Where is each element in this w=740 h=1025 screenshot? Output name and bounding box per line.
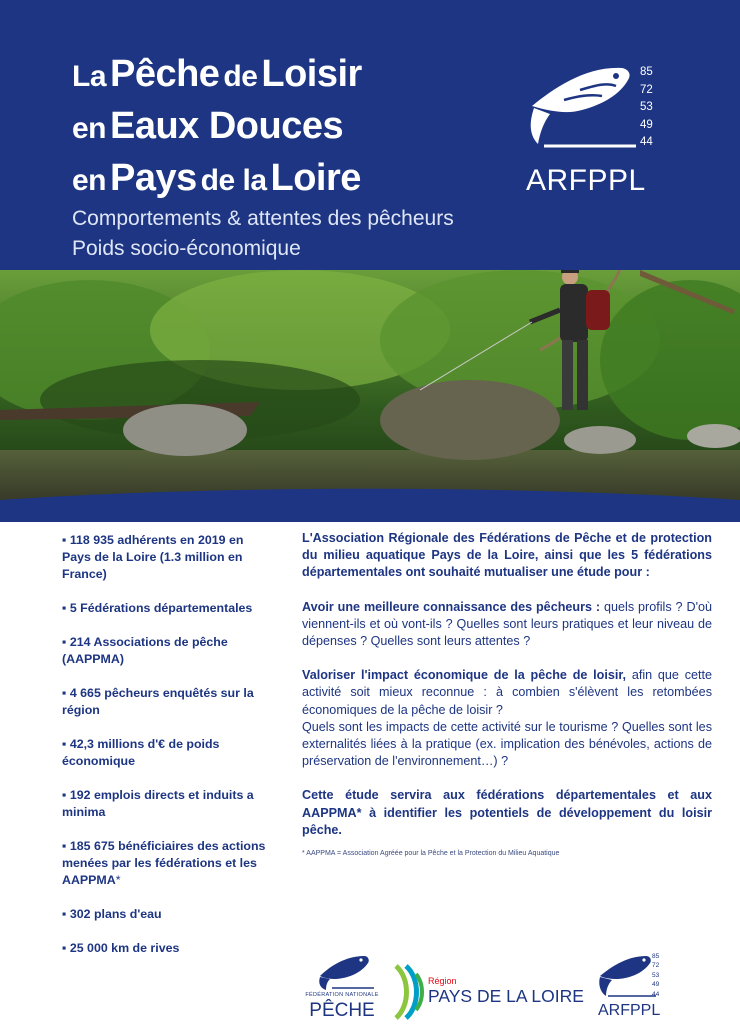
goal-knowledge-heading: Avoir une meilleure connaissance des pêcheurs : — [302, 599, 601, 614]
title-line-3 — [72, 156, 362, 208]
title-word: La — [72, 60, 107, 93]
title-word: Loisir — [261, 53, 362, 95]
title-word: Pêche — [109, 53, 220, 95]
dept-number: 53 — [652, 971, 660, 979]
fact-text: ▪ 185 675 bénéficiaires des actions menées par les fédérations et les AAPPMA — [62, 839, 266, 887]
dept-number: 53 — [640, 101, 653, 113]
title-line-2 — [72, 104, 362, 156]
fnp-logo — [302, 948, 382, 1020]
fact-item: ▪ 192 emplois directs et induits a minima — [62, 788, 254, 819]
dept-number: 85 — [652, 953, 660, 960]
dept-number: 72 — [640, 83, 653, 96]
goal-economic-heading: Valoriser l'impact économique de la pêche de loisir, — [302, 668, 627, 683]
arfppl-logo — [524, 60, 674, 200]
subtitle-line-1: Comportements & attentes des pêcheurs — [72, 207, 454, 230]
fact-item: ▪ 214 Associations de pêche (AAPPMA) — [62, 635, 228, 666]
intro-paragraph: L'Association Régionale des Fédérations de Pêche et de protection du milieu aquatique Pays de la Loire, ainsi que les 5 fédérations départementales ont souhaité mutualiser une étude pour : — [302, 531, 712, 580]
fact-item: ▪ 25 000 km de rives — [62, 941, 180, 955]
dept-number: 44 — [640, 136, 653, 148]
arfppl-name: ARFPPL — [598, 1002, 661, 1019]
fact-item — [62, 838, 272, 889]
fish-icon — [302, 948, 382, 990]
department-numbers — [640, 64, 653, 152]
title-word: Pays — [109, 157, 197, 199]
goal-economic-text-2: Quels sont les impacts de cette activité sur le tourisme ? Quelles sont les externalités liées à la pratique (ex. implication des bénévoles, actions de préservation de l'environnement…) ? — [302, 719, 712, 769]
title-word: Loire — [270, 157, 361, 199]
dept-number: 49 — [640, 118, 653, 131]
study-description — [302, 530, 712, 857]
dept-number: 49 — [652, 981, 660, 989]
dept-number: 72 — [652, 962, 660, 970]
title-line-1 — [72, 52, 362, 104]
title-word: Eaux Douces — [109, 105, 344, 147]
conclusion-paragraph: Cette étude servira aux fédérations départementales et aux AAPPMA* à identifier les potentiels de développement du loisir pêche. — [302, 788, 712, 837]
fish-icon — [594, 950, 658, 1000]
region-logo — [392, 964, 582, 1020]
title-word: de — [223, 60, 258, 93]
goal-economic-paragraph — [302, 667, 712, 770]
fact-item: ▪ 4 665 pêcheurs enquêtés sur la région — [62, 686, 254, 717]
fact-asterisk: * — [115, 873, 121, 887]
title-word: en — [72, 112, 107, 145]
fact-item: ▪ 42,3 millions d'€ de poids économique — [62, 737, 220, 768]
title-word: en — [72, 164, 107, 197]
page-title — [72, 52, 362, 208]
arfppl-footer-logo — [594, 950, 684, 1022]
fact-item: ▪ 5 Fédérations départementales — [62, 601, 253, 615]
region-chevrons-icon — [392, 964, 428, 1020]
dept-number: 44 — [652, 990, 660, 998]
arfppl-name: ARFPPL — [526, 164, 646, 197]
fnp-line-1: FÉDÉRATION NATIONALE — [305, 992, 379, 998]
key-facts-list — [62, 532, 272, 974]
fish-icon — [524, 60, 639, 160]
fact-item: ▪ 118 935 adhérents en 2019 en Pays de la Loire (1.3 million en France) — [62, 533, 244, 581]
title-word: de la — [200, 164, 267, 197]
fact-item: ▪ 302 plans d'eau — [62, 907, 162, 921]
goal-knowledge-text: quels profils ? D'où viennent-ils et où vont-ils ? Quelles sont leurs pratiques et leur niveau de dépenses ? Quelles sont leurs attentes ? — [302, 599, 712, 649]
goal-economic-text: afin que cette activité soit mieux reconnue : à combien s'élèvent les retombées économiques de la pêche de loisir ? — [302, 668, 712, 717]
footnote: * AAPPMA = Association Agréée pour la Pêche et la Protection du Milieu Aquatique — [302, 850, 560, 858]
dept-number: 85 — [640, 66, 653, 78]
region-label: Région — [428, 976, 457, 986]
river-photo — [0, 270, 740, 522]
fnp-line-2: PÊCHE — [309, 1000, 375, 1021]
region-name: PAYS DE LA LOIRE — [428, 986, 584, 1006]
department-numbers — [652, 952, 659, 999]
subtitle-line-2: Poids socio-économique — [72, 237, 301, 260]
goal-knowledge-paragraph — [302, 599, 712, 651]
subtitle — [72, 204, 454, 264]
